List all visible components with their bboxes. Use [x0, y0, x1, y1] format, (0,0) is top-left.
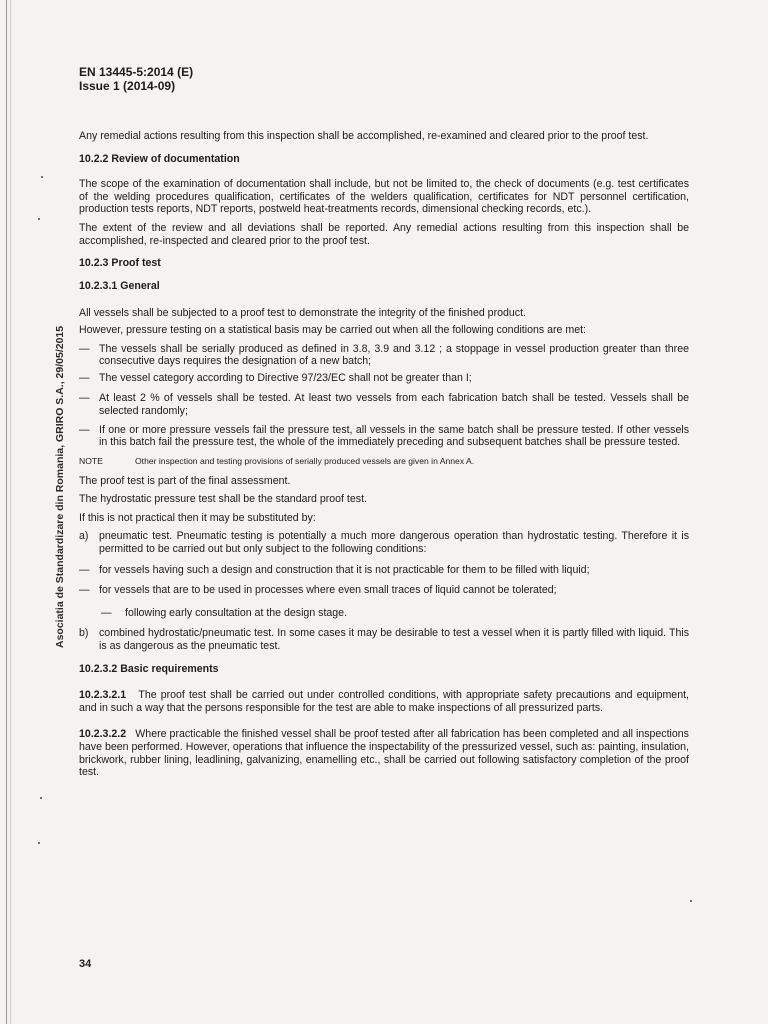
paragraph-extent: The extent of the review and all deviations shall be reported. Any remedial actions resulting from this inspection shall be accomplished, re-inspected and cleared prior to the proof test.: [79, 221, 689, 247]
scan-speck: [40, 797, 42, 799]
heading-10-2-3: 10.2.3 Proof test: [79, 257, 161, 270]
clause-text: Where practicable the finished vessel shall be proof tested after all fabrication has been completed and all inspections have been performed. However, operations that influence the inspectability of the pressurized vessel, such as: painting, insulation, brickwork, rubber lining, leadlining, galvanizing, enamelling etc., shall be carried out following satisfactory completion of the proof test.: [79, 728, 689, 779]
sub-condition-text: following early consultation at the design stage.: [125, 606, 348, 619]
sub-list-item: [79, 607, 689, 620]
condition-text: At least 2 % of vessels shall be tested. At least two vessels from each fabrication batch shall be tested. Vessels shall be selected randomly;: [99, 392, 689, 417]
clause-text: The proof test shall be carried out under controlled conditions, with appropriate safety precautions and equipment, and in such a way that the persons responsible for the test are able to make inspections of all pressurized parts.: [79, 689, 689, 714]
list-item-b: [79, 627, 689, 652]
heading-10-2-3-1: 10.2.3.1 General: [79, 279, 160, 292]
list-item: [79, 392, 689, 417]
dash-marker: —: [101, 606, 112, 619]
clause-number: 10.2.3.2.1: [79, 689, 127, 702]
scan-speck: [38, 218, 40, 220]
side-stamp-text: Asociatia de Standardizare din Romania, GRIRO S.A., 29/05/2015: [54, 325, 66, 648]
side-stamp: [54, 325, 66, 648]
condition-text: If one or more pressure vessels fail the pressure test, all vessels in the same batch shall be pressure tested. If other vessels in this batch fail the pressure test, the whole of the immediately preceding and subsequent batches shall be pressure tested.: [99, 423, 689, 449]
paragraph-intro: Any remedial actions resulting from this inspection shall be accomplished, re-examined and cleared prior to the proof test.: [79, 130, 649, 142]
clause-10-2-3-2-1: [79, 689, 689, 714]
page-number: 34: [79, 958, 92, 970]
paragraph-not-practical: If this is not practical then it may be substituted by:: [79, 511, 316, 524]
paragraph-final-assessment: The proof test is part of the final assessment.: [79, 474, 291, 487]
standard-id: EN 13445-5:2014 (E): [79, 65, 194, 79]
list-item: [79, 372, 689, 385]
scan-edge-line: [6, 0, 7, 1024]
list-item: [79, 343, 689, 368]
item-b-text: combined hydrostatic/pneumatic test. In some cases it may be desirable to test a vessel when it is partly filled with liquid. This is as dangerous as the pneumatic test.: [99, 627, 689, 653]
dash-marker: —: [79, 392, 90, 405]
list-item: [79, 584, 689, 597]
list-item: [79, 564, 689, 577]
conditions-list: [79, 343, 689, 449]
pneumatic-condition-text: for vessels that are to be used in processes where even small traces of liquid cannot be tolerated;: [99, 584, 557, 597]
item-label: a): [79, 530, 89, 543]
paragraph-hydrostatic: The hydrostatic pressure test shall be the standard proof test.: [79, 493, 367, 506]
heading-10-2-3-2: 10.2.3.2 Basic requirements: [79, 662, 219, 675]
issue-label: Issue 1 (2014-09): [79, 79, 176, 93]
note-text: Other inspection and testing provisions of serially produced vessels are given in Annex A.: [135, 455, 475, 466]
dash-marker: —: [79, 423, 90, 436]
heading-10-2-2: 10.2.2 Review of documentation: [79, 152, 240, 165]
item-a-text: pneumatic test. Pneumatic testing is potentially a much more dangerous operation than hydrostatic testing. Therefore it is permitted to be carried out but only subject to the following conditions:: [99, 530, 689, 556]
document-header: [79, 65, 193, 93]
document-body: [79, 130, 689, 779]
pneumatic-condition-text: for vessels having such a design and construction that it is not practicable for them to be filled with liquid;: [99, 563, 590, 576]
paragraph-scope: The scope of the examination of documentation shall include, but not be limited to, the check of documents (e.g. test certificates of the welding procedures qualification, certificates of the welders qualification, certificates for NDT personnel certification, production tests reports, NDT reports, postweld heat-treatments records, dimensional checking records, etc.).: [79, 178, 689, 216]
scan-speck: [41, 176, 43, 178]
paragraph-however: However, pressure testing on a statistical basis may be carried out when all the following conditions are met:: [79, 323, 586, 336]
clause-10-2-3-2-2: [79, 728, 689, 778]
paragraph-all-vessels: All vessels shall be subjected to a proof test to demonstrate the integrity of the finished product.: [79, 307, 526, 320]
list-item-a: [79, 530, 689, 555]
condition-text: The vessel category according to Directive 97/23/EC shall not be greater than I;: [99, 371, 472, 384]
dash-marker: —: [79, 342, 90, 355]
scan-speck: [690, 900, 692, 902]
scan-speck: [38, 842, 40, 844]
note: [79, 455, 689, 467]
list-item: [79, 424, 689, 449]
condition-text: The vessels shall be serially produced as defined in 3.8, 3.9 and 3.12 ; a stoppage in vessel production greater than three consecutive days requires the designation of a new batch;: [99, 342, 689, 368]
note-label: NOTE: [79, 455, 103, 466]
dash-marker: —: [79, 584, 90, 597]
dash-marker: —: [79, 563, 90, 576]
dash-marker: —: [79, 371, 90, 384]
scan-edge-line-faint: [10, 0, 11, 1024]
item-label: b): [79, 627, 89, 640]
clause-number: 10.2.3.2.2: [79, 728, 127, 741]
